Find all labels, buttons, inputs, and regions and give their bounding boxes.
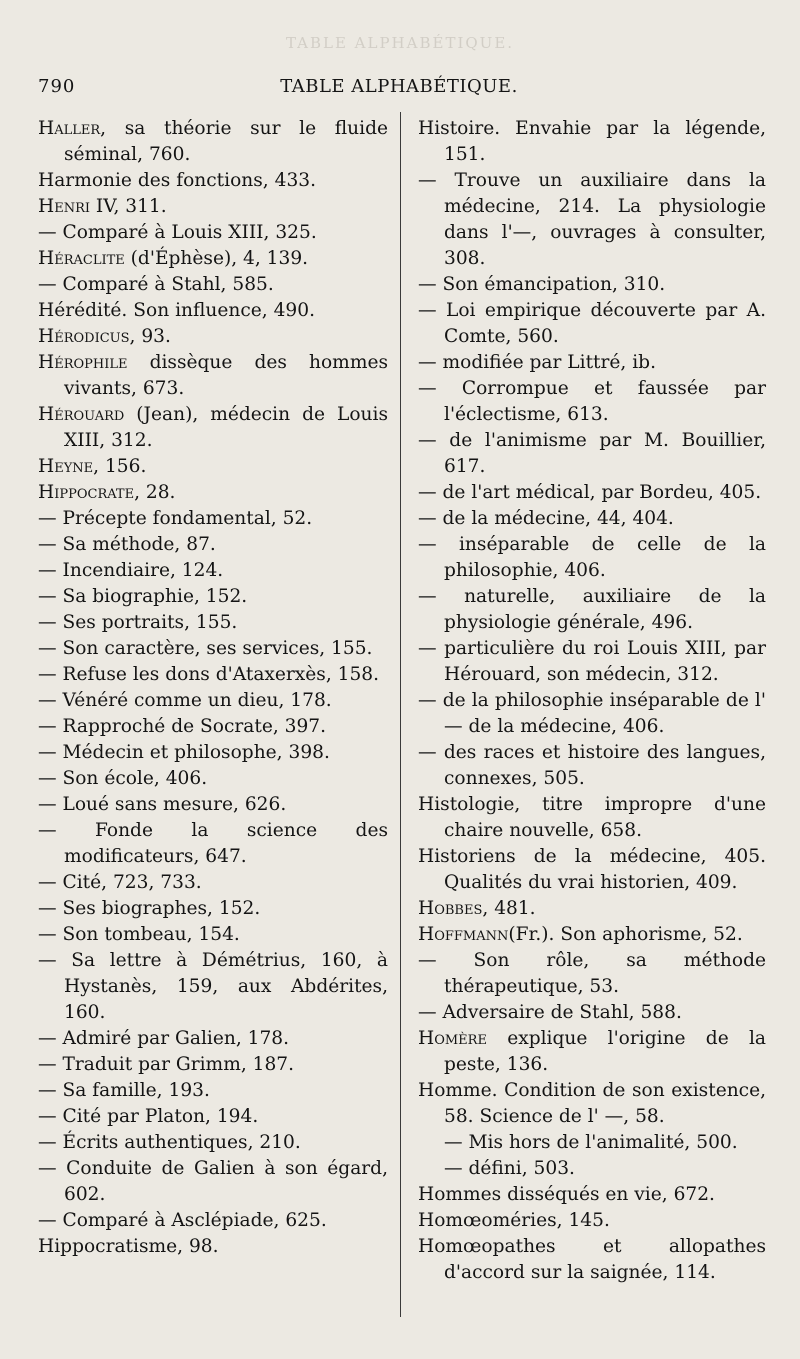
entry-text: — Ses portraits, 155. [38, 612, 238, 633]
index-entry [38, 688, 388, 714]
index-entry [418, 1208, 766, 1234]
entry-text: Hommes disséqués en vie, 672. [418, 1184, 715, 1205]
index-entry [418, 922, 766, 948]
index-entry [418, 1026, 766, 1078]
index-entry [418, 584, 766, 636]
index-entry [38, 1208, 388, 1234]
entry-text: — inséparable de celle de la philosophie, 406. [418, 534, 766, 581]
entry-text: — Traduit par Grimm, 187. [38, 1054, 295, 1075]
index-entry [38, 896, 388, 922]
entry-text: — Trouve un auxiliaire dans la médecine, 214. La physiologie dans l'—, ouvrages à consulter, 308. [418, 170, 766, 269]
index-entry [38, 116, 388, 168]
entry-headword: Heyne [38, 456, 94, 477]
index-entry [38, 1078, 388, 1104]
entry-text: — Comparé à Stahl, 585. [38, 274, 274, 295]
index-entry [418, 636, 766, 688]
entry-text: — Sa méthode, 87. [38, 534, 216, 555]
entry-text: — Sa famille, 193. [38, 1080, 210, 1101]
entry-text: — Refuse les dons d'Ataxerxès, 158. [38, 664, 380, 685]
right-column [418, 116, 766, 1286]
index-entry [38, 636, 388, 662]
index-entry [38, 766, 388, 792]
index-entry [418, 688, 766, 740]
entry-text: — Écrits authentiques, 210. [38, 1132, 301, 1153]
entry-text: — Vénéré comme un dieu, 178. [38, 690, 332, 711]
index-entry [418, 1182, 766, 1208]
entry-text: — Admiré par Galien, 178. [38, 1028, 290, 1049]
entry-headword: Hérouard [38, 404, 125, 425]
index-entry [38, 948, 388, 1026]
entry-text: Histoire. Envahie par la légende, 151. [418, 118, 766, 165]
index-entry [418, 116, 766, 168]
entry-text: — Ses biographes, 152. [38, 898, 261, 919]
index-entry [38, 402, 388, 454]
index-entry [418, 1156, 766, 1182]
entry-text: , 481. [482, 898, 536, 919]
entry-text: explique l'origine de la peste, 136. [444, 1028, 766, 1075]
entry-text: (Fr.). Son aphorisme, 52. [508, 924, 743, 945]
entry-text: Harmonie des fonctions, 433. [38, 170, 317, 191]
entry-text: — Comparé à Louis XIII, 325. [38, 222, 317, 243]
entry-text: — Son école, 406. [38, 768, 208, 789]
entry-text: IV, 311. [90, 196, 167, 217]
index-entry [418, 896, 766, 922]
index-entry [38, 1026, 388, 1052]
index-entry [38, 922, 388, 948]
entry-text: — Sa biographie, 152. [38, 586, 248, 607]
index-entry [418, 844, 766, 896]
entry-text: , 93. [129, 326, 171, 347]
index-entry [418, 532, 766, 584]
entry-text: — naturelle, auxiliaire de la physiologie générale, 496. [418, 586, 766, 633]
index-entry [418, 948, 766, 1000]
entry-text: , sa théorie sur le fluide séminal, 760. [64, 118, 388, 165]
entry-text: — Cité, 723, 733. [38, 872, 202, 893]
entry-text: — Son caractère, ses services, 155. [38, 638, 373, 659]
entry-text: Homme. Condition de son existence, 58. Science de l' —, 58. [418, 1080, 766, 1127]
index-entry [38, 480, 388, 506]
index-entry [38, 584, 388, 610]
entry-text: Hérédité. Son influence, 490. [38, 300, 315, 321]
index-entry [38, 818, 388, 870]
index-entry [418, 1234, 766, 1286]
index-entry [38, 792, 388, 818]
index-entry [38, 1052, 388, 1078]
entry-text: — modifiée par Littré, ib. [418, 352, 656, 373]
entry-headword: Henri [38, 196, 91, 217]
index-entry [38, 740, 388, 766]
column-divider [400, 112, 401, 1317]
running-title: TABLE ALPHABÉTIQUE. [280, 76, 518, 97]
index-entry [418, 376, 766, 428]
index-entry [38, 532, 388, 558]
index-entry [38, 714, 388, 740]
entry-headword: Hérophile [38, 352, 128, 373]
entry-text: — Adversaire de Stahl, 588. [418, 1002, 682, 1023]
index-entry [418, 480, 766, 506]
index-entry [38, 350, 388, 402]
entry-text: — Mis hors de l'animalité, 500. [444, 1132, 738, 1153]
entry-text: — défini, 503. [444, 1158, 575, 1179]
entry-text: — particulière du roi Louis XIII, par Hérouard, son médecin, 312. [418, 638, 766, 685]
entry-text: — de l'art médical, par Bordeu, 405. [418, 482, 762, 503]
entry-headword: Hoffmann [418, 924, 509, 945]
entry-text: — Cité par Platon, 194. [38, 1106, 259, 1127]
index-entry [38, 506, 388, 532]
index-entry [418, 1078, 766, 1130]
index-entry [418, 350, 766, 376]
entry-text: — Comparé à Asclépiade, 625. [38, 1210, 327, 1231]
entry-headword: Homère [418, 1028, 487, 1049]
index-entry [38, 168, 388, 194]
index-entry [418, 1000, 766, 1026]
index-entry [418, 428, 766, 480]
index-entry [38, 194, 388, 220]
index-entry [38, 272, 388, 298]
index-entry [38, 558, 388, 584]
entry-text: — Rapproché de Socrate, 397. [38, 716, 327, 737]
entry-text: Historiens de la médecine, 405. Qualités du vrai historien, 409. [418, 846, 766, 893]
entry-text: Histologie, titre impropre d'une chaire nouvelle, 658. [418, 794, 766, 841]
index-entry [38, 1234, 388, 1260]
entry-text: Homœopathes et allopathes d'accord sur la saignée, 114. [418, 1236, 766, 1283]
index-entry [38, 246, 388, 272]
index-entry [418, 168, 766, 272]
index-entry [38, 662, 388, 688]
entry-text: — Médecin et philosophe, 398. [38, 742, 330, 763]
index-entry [38, 324, 388, 350]
entry-text: — Son rôle, sa méthode thérapeutique, 53. [418, 950, 766, 997]
entry-text: Homœoméries, 145. [418, 1210, 610, 1231]
entry-text: (d'Éphèse), 4, 139. [124, 248, 309, 269]
entry-text: — Son émancipation, 310. [418, 274, 666, 295]
entry-text: — Loué sans mesure, 626. [38, 794, 287, 815]
entry-text: Hippocratisme, 98. [38, 1236, 219, 1257]
index-entry [38, 1130, 388, 1156]
index-entry [38, 870, 388, 896]
index-entry [418, 272, 766, 298]
bleed-through-text: TABLE ALPHABÉTIQUE. [285, 34, 515, 52]
index-entry [418, 740, 766, 792]
left-column [38, 116, 388, 1260]
entry-text: — Incendiaire, 124. [38, 560, 224, 581]
entry-text: — Conduite de Galien à son égard, 602. [38, 1158, 388, 1205]
index-entry [38, 610, 388, 636]
entry-text: (Jean), médecin de Louis XIII, 312. [64, 404, 388, 451]
index-entry [418, 1130, 766, 1156]
entry-text: — de l'animisme par M. Bouillier, 617. [418, 430, 766, 477]
entry-text: , 28. [134, 482, 176, 503]
entry-headword: Haller [38, 118, 101, 139]
entry-headword: Hérodicus [38, 326, 130, 347]
index-entry [38, 298, 388, 324]
entry-text: — Sa lettre à Démétrius, 160, à Hystanès, 159, aux Abdérites, 160. [38, 950, 388, 1023]
index-entry [38, 1104, 388, 1130]
entry-headword: Héraclite [38, 248, 125, 269]
entry-text: — Fonde la science des modificateurs, 647. [38, 820, 388, 867]
index-entry [418, 792, 766, 844]
entry-text: — Précepte fondamental, 52. [38, 508, 313, 529]
index-entry [38, 1156, 388, 1208]
index-entry [418, 506, 766, 532]
index-entry [418, 298, 766, 350]
entry-text: — de la médecine, 44, 404. [418, 508, 674, 529]
entry-text: — Corrompue et faussée par l'éclectisme, 613. [418, 378, 766, 425]
entry-text: — de la philosophie inséparable de l' — de la médecine, 406. [418, 690, 766, 737]
entry-text: dissèque des hommes vivants, 673. [64, 352, 388, 399]
entry-text: — Loi empirique découverte par A. Comte, 560. [418, 300, 766, 347]
entry-text: — des races et histoire des langues, connexes, 505. [418, 742, 766, 789]
entry-headword: Hippocrate [38, 482, 135, 503]
entry-text: — Son tombeau, 154. [38, 924, 240, 945]
entry-headword: Hobbes [418, 898, 483, 919]
index-entry [38, 454, 388, 480]
page-header [38, 76, 760, 102]
entry-text: , 156. [93, 456, 147, 477]
index-entry [38, 220, 388, 246]
page-number: 790 [38, 76, 76, 97]
